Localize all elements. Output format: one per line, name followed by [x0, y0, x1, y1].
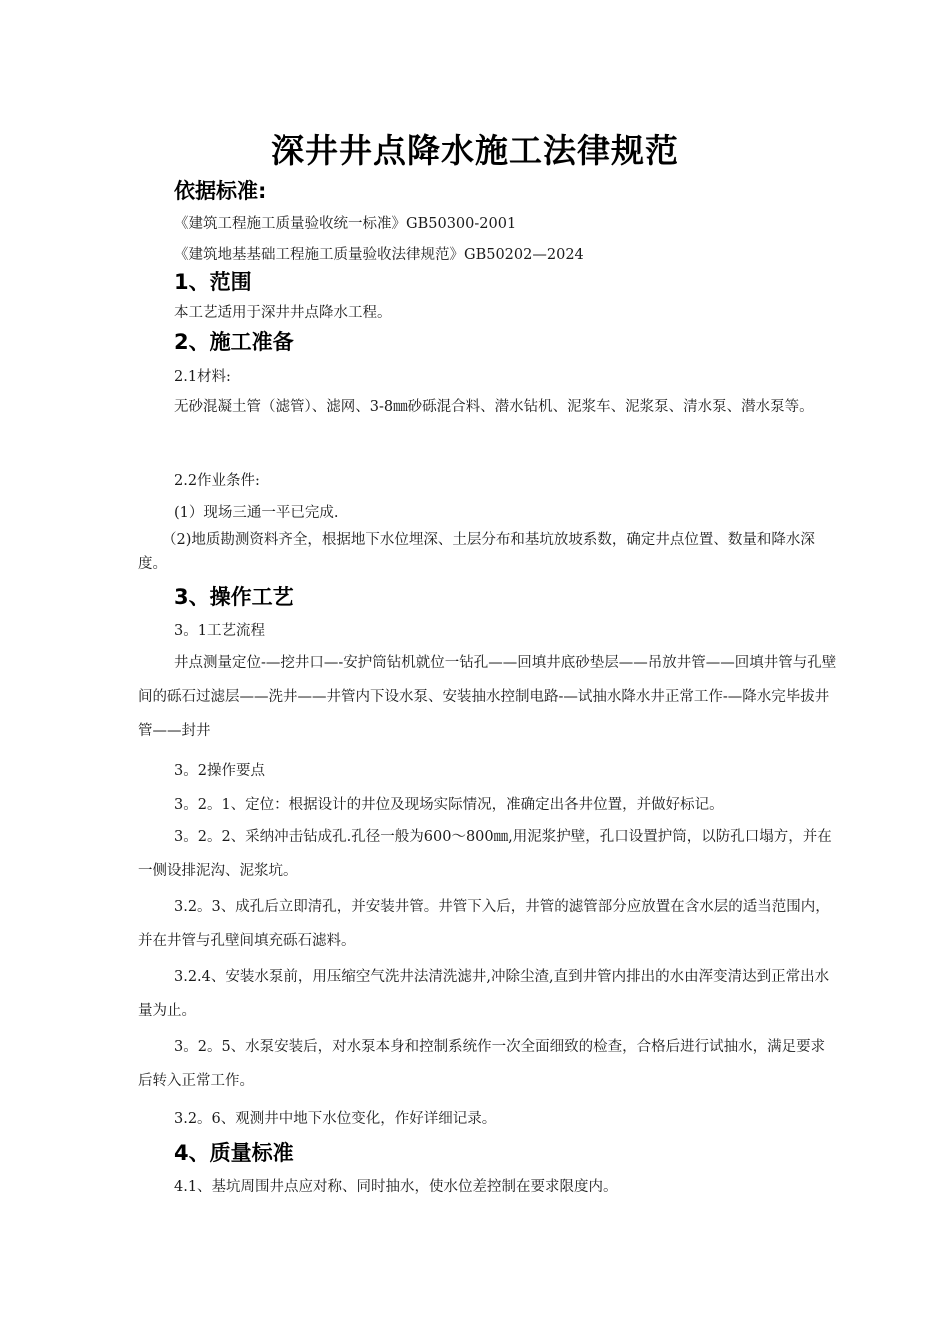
scope-text: 本工艺适用于深井井点降水工程。: [174, 305, 392, 321]
materials-label: 2.1材料:: [174, 369, 231, 385]
condition-item: （2)地质勘测资料齐全，根据地下水位埋深、土层分布和基坑放坡系数，确定井点位置、数量和降水深度。: [138, 532, 815, 572]
conditions-label: 2.2作业条件:: [174, 473, 260, 489]
standard-item: 《建筑工程施工质量验收统一标准》GB50300-2001: [174, 216, 517, 232]
operation-point: 3。2。2、采纳冲击钻成孔.孔径一般为600～800㎜,用泥浆护壁，孔口设置护筒，以防孔口塌方，并在一侧设排泥沟、泥浆坑。: [138, 829, 832, 879]
operation-point: 3。2。1、定位：根据设计的井位及现场实际情况，准确定出各井位置，并做好标记。: [174, 797, 724, 813]
quality-item: 4.1、基坑周围井点应对称、同时抽水，使水位差控制在要求限度内。: [174, 1179, 618, 1195]
materials-text: 无砂混凝土管（滤管）、滤网、3-8㎜砂砾混合料、潜水钻机、泥浆车、泥浆泵、清水泵、潜水泵等。: [174, 399, 814, 415]
condition-item: (1）现场三通一平已完成.: [174, 505, 339, 521]
operation-point: 3.2.4、安装水泵前，用压缩空气洗井法清洗滤井,冲除尘渣,直到井管内排出的水由浑变清达到正常出水量为止。: [138, 969, 830, 1019]
flow-label: 3。1工艺流程: [174, 623, 265, 639]
operation-point: 3.2。6、观测井中地下水位变化，作好详细记录。: [174, 1111, 497, 1127]
standard-item: 《建筑地基基础工程施工质量验收法律规范》GB50202—2024: [174, 247, 584, 263]
operation-point: 3。2。5、水泵安装后，对水泵本身和控制系统作一次全面细致的检查，合格后进行试抽水，满足要求后转入正常工作。: [138, 1039, 826, 1089]
section-heading-scope: 1、范围: [174, 270, 252, 294]
section-heading-preparation: 2、施工准备: [174, 330, 294, 354]
basis-heading: 依据标准:: [174, 179, 267, 203]
flow-text: 井点测量定位-—挖井口—-安护筒钻机就位一钻孔——回填井底砂垫层——吊放井管——回填井管与孔壁间的砾石过滤层——洗井——井管内下设水泵、安装抽水控制电路-—试抽水降水井正常工作-—降水完毕拔井管——封井: [138, 655, 837, 739]
points-label: 3。2操作要点: [174, 763, 265, 779]
operation-point: 3.2。3、成孔后立即清孔，并安装井管。井管下入后，井管的滤管部分应放置在含水层的适当范围内，并在井管与孔壁间填充砾石滤料。: [138, 899, 830, 949]
section-heading-process: 3、操作工艺: [174, 585, 294, 609]
document-title: 深井井点降水施工法律规范: [271, 131, 679, 170]
section-heading-quality: 4、质量标准: [174, 1141, 294, 1165]
